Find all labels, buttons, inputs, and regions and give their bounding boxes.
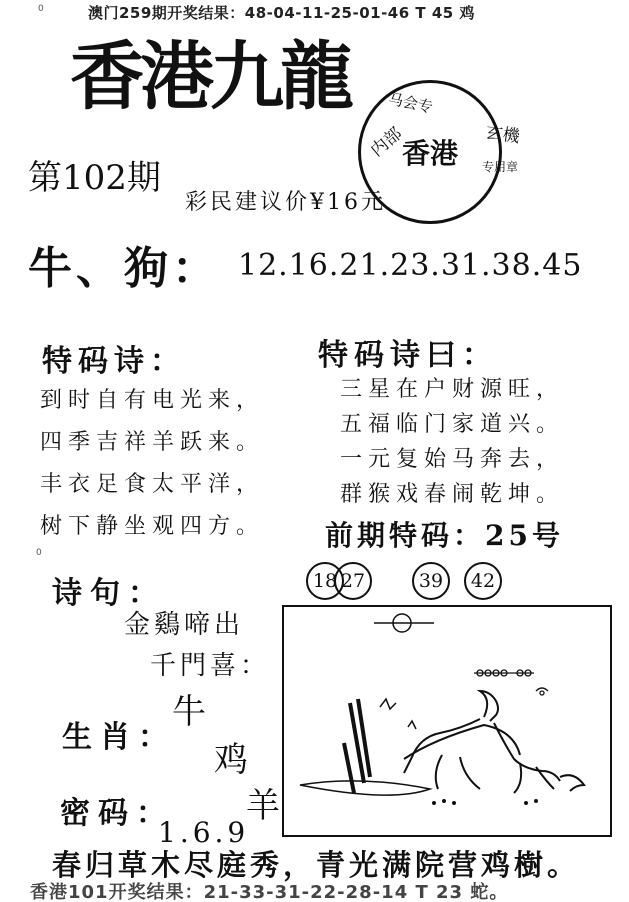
zodiac-animals: 牛、狗： (28, 243, 220, 294)
number-ball: 18 (306, 562, 344, 600)
code-value: 1.6.9 (158, 816, 250, 849)
zodiac-numbers: 12.16.21.23.31.38.45 (238, 248, 583, 283)
poem-right-line: 一元复始马奔去， (340, 447, 565, 472)
closing-couplet: 春归草木尽庭秀，青光满院营鸡樹。 (52, 848, 581, 882)
verse-line-2: 千門喜： (150, 651, 271, 681)
poem-right-title: 特码诗曰： (318, 338, 498, 373)
zodiac-hint-1: 牛 (172, 692, 210, 732)
macau-result-banner: 澳门259期开奖结果：48-04-11-25-01-46 T 45 鸡 (88, 4, 475, 22)
poem-left-line: 树下静坐观四方。 (40, 514, 265, 539)
number-ball: 27 (334, 562, 372, 600)
poem-left-title: 特码诗： (42, 344, 186, 379)
stamp-right-text: 玄機 (484, 122, 521, 148)
side-dot: 0 (36, 548, 42, 558)
stamp-small-text: 专用章 (482, 160, 519, 174)
suggested-price: 彩民建议价¥16元 (185, 190, 386, 215)
code-label: 密码： (60, 796, 174, 831)
previous-special-number: 前期特码：25号 (325, 519, 564, 552)
stamp-center-text: 香港 (402, 137, 459, 170)
corner-dot: 0 (38, 4, 44, 14)
horse-illustration (284, 607, 610, 835)
issue-number: 第102期 (28, 158, 161, 198)
page-title: 香港九龍 (70, 34, 350, 120)
hongkong-result-banner: 香港101开奖结果：21-33-31-22-28-14 T 23 蛇。 (30, 882, 509, 902)
stamp-top-text: 马会专 (386, 89, 435, 117)
poem-right-line: 三星在户财源旺， (340, 377, 565, 402)
verse-label: 诗句： (52, 576, 166, 611)
number-ball: 39 (412, 562, 450, 600)
stamp-left-text: 内部 (367, 123, 407, 162)
poem-left-line: 四季吉祥羊跃来。 (40, 430, 265, 455)
poem-right-line: 五福临门家道兴。 (340, 412, 565, 437)
zodiac-hint-2: 鸡 (214, 740, 252, 780)
illustration-frame (282, 605, 612, 837)
number-ball: 42 (464, 562, 502, 600)
zodiac-hint-label: 生肖： (62, 720, 176, 755)
poem-left-line: 丰衣足食太平洋， (40, 472, 265, 497)
verse-line-1: 金鷄啼出 (124, 610, 245, 640)
zodiac-hint-3: 羊 (246, 786, 284, 826)
poem-left-line: 到时自有电光来， (40, 388, 265, 413)
poem-right-line: 群猴戏春闹乾坤。 (340, 482, 565, 507)
